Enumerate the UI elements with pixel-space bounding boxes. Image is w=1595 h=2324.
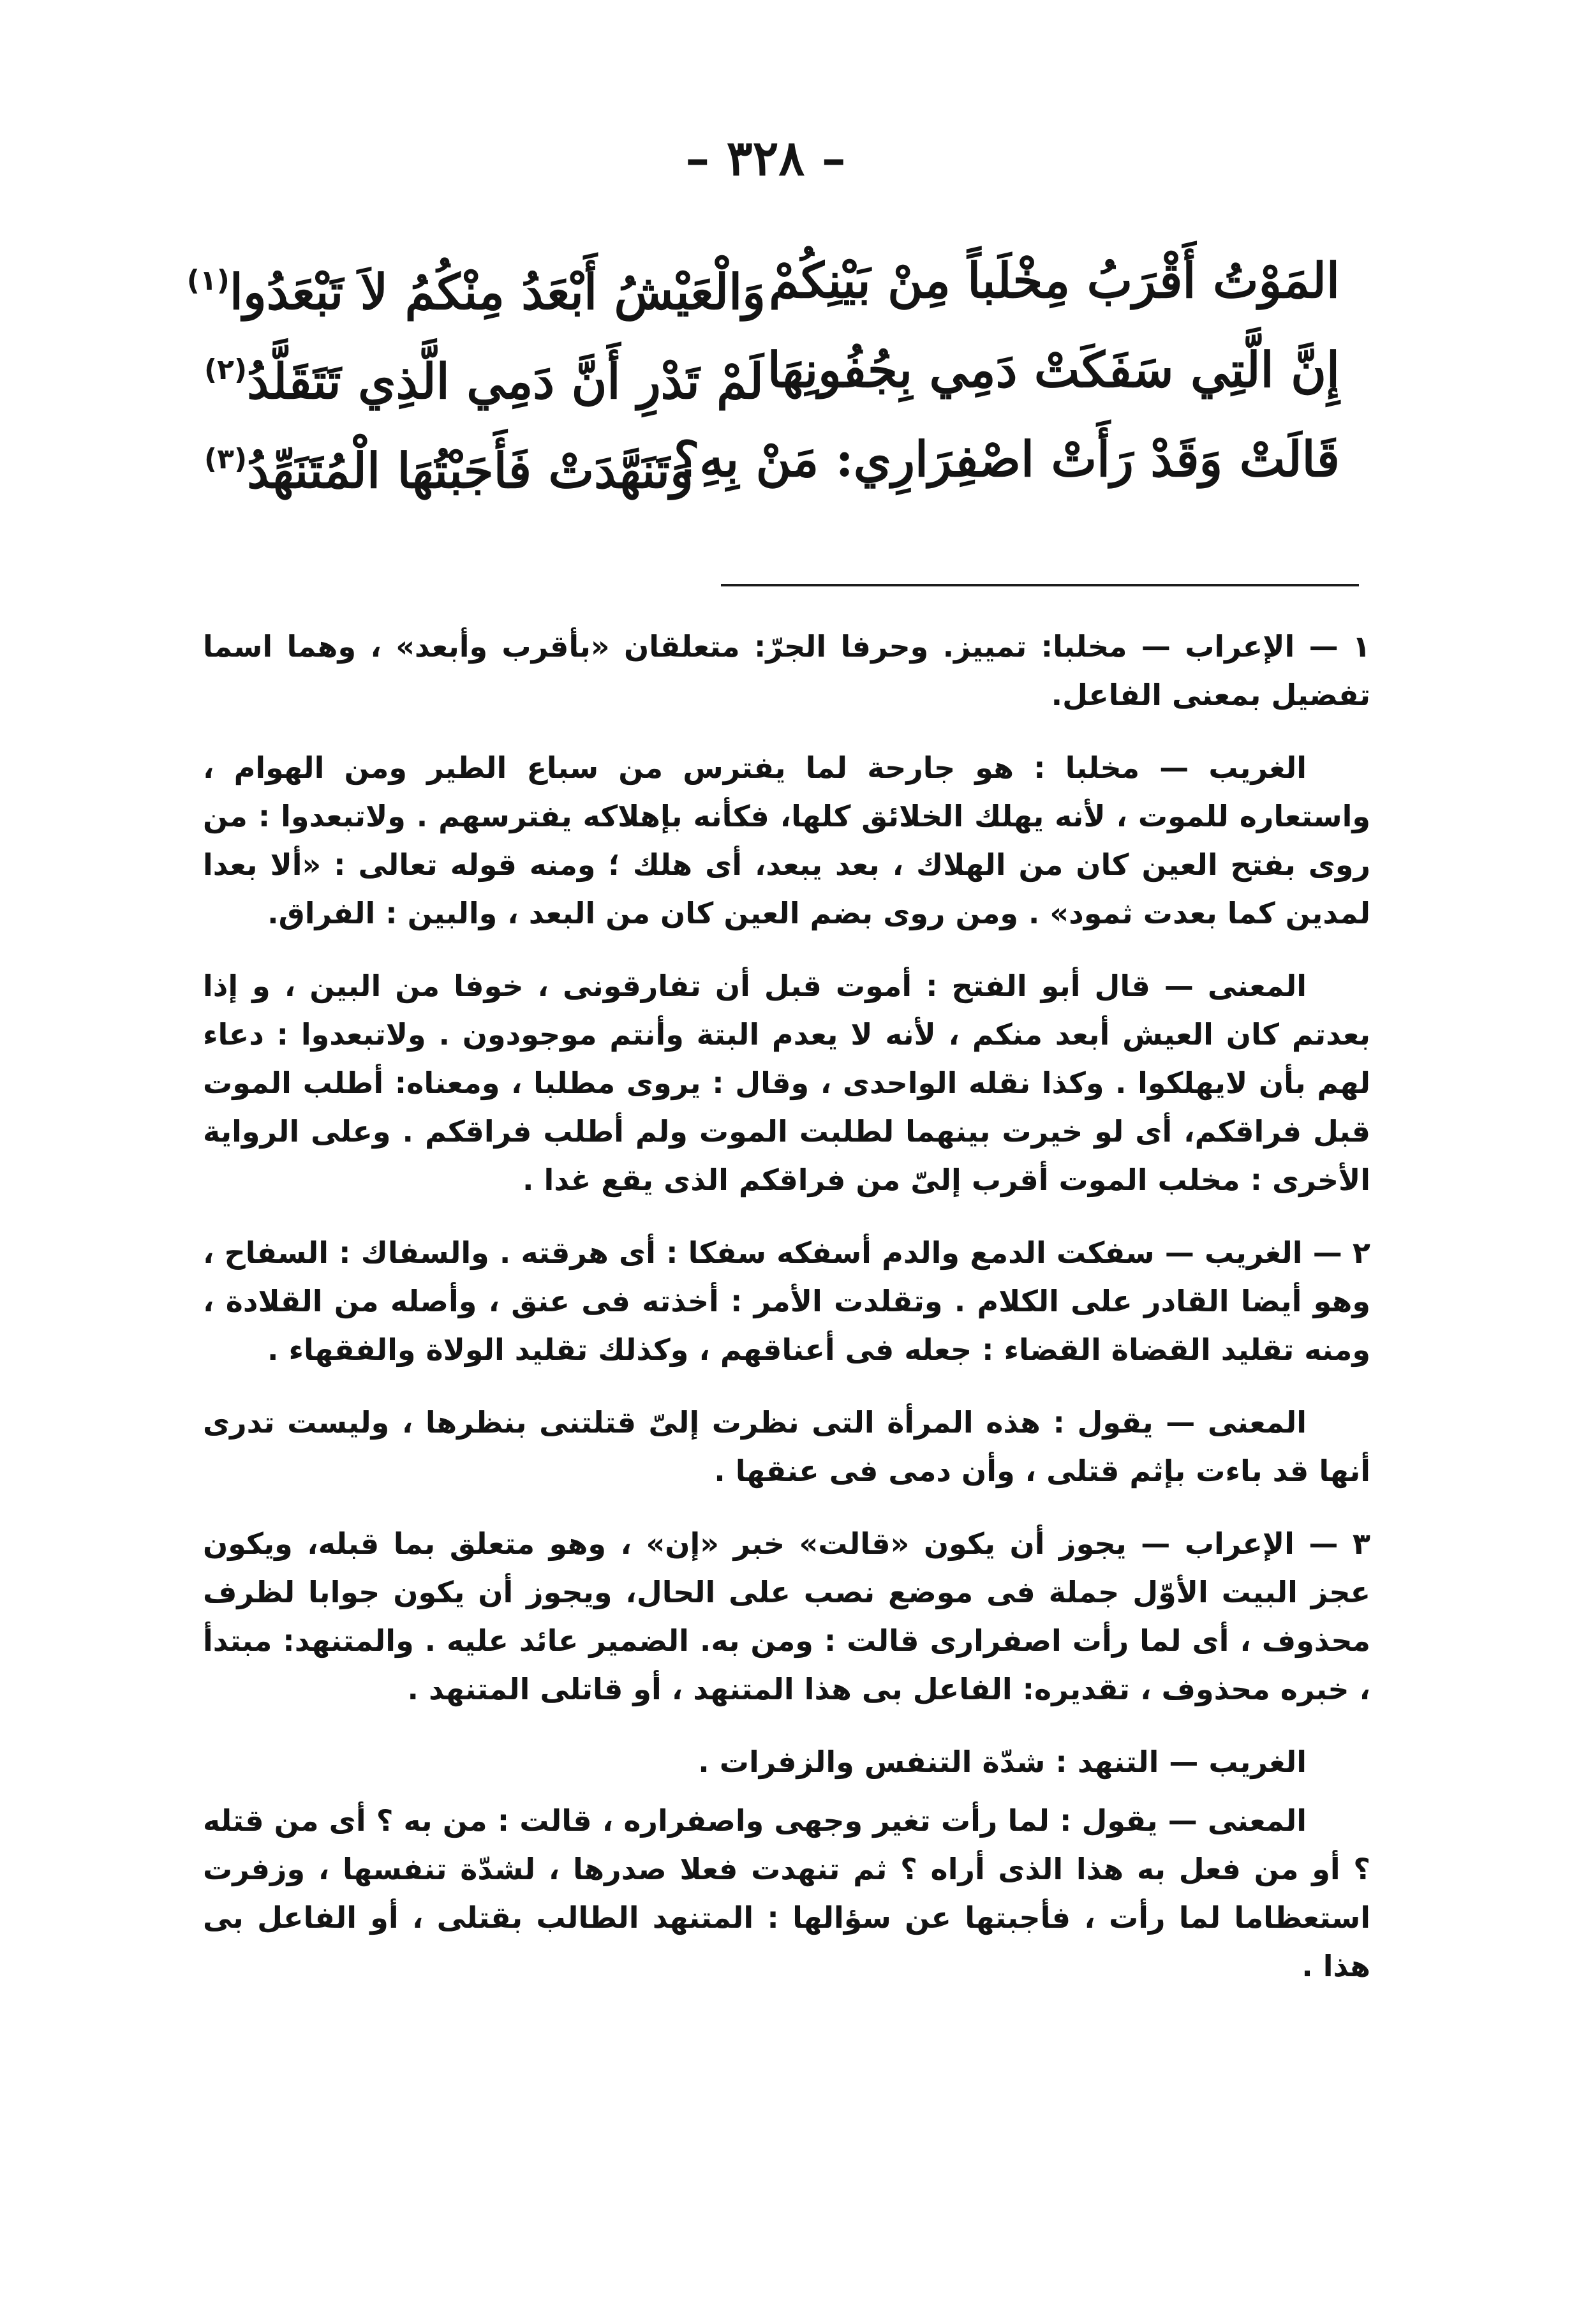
commentary-paragraph: ١ — الإعراب — مخلبا: تمييز. وحرفا الجرّ: متعلقان «بأقرب وأبعد» ، وهما اسما تفضيل بمعنى الفاعل. xyxy=(203,629,1370,712)
verse-line xyxy=(204,325,1340,415)
footnote-marker: (٣) xyxy=(204,443,248,475)
commentary-paragraph: المعنى — قال أبو الفتح : أموت قبل أن تفارقونى ، خوفا من البين ، و إذا بعدتم كان العيش أبعد منكم ، لأنه لا يعدم البتة وأنتم موجودون . ولاتبعدوا : دعاء لهم بأن لايهلكوا . وكذا نقله الواحدى ، وقال : يروى مطلبا ، ومعناه: أطلب الموت قبل فراقكم، أى لو خيرت بينهما لطلبت الموت ولم أطلب فراقكم . وعلى الرواية الأخرى : مخلب الموت أقرب إلىّ من فراقكم الذى يقع غدا . xyxy=(203,969,1370,1197)
commentary-paragraph: ٢ — الغريب — سفكت الدمع والدم أسفكه سفكا : أى هرقته . والسفاك : السفاح ، وهو أيضا القادر على الكلام . وتقلدت الأمر : أخذته فى عنق ، وأصله من القلادة ، ومنه تقليد القضاة القضاء : جعله فى أعناقهم ، وكذلك تقليد الولاة والفقهاء . xyxy=(203,1235,1370,1367)
commentary-paragraph: المعنى — يقول : لما رأت تغير وجهى واصفراره ، قالت : من به ؟ أى من قتله ؟ أو من فعل به هذا الذى أراه ؟ ثم تنهدت فعلا صدرها ، لشدّة تنفسها ، وزفرت استعظاما لما رأت ، فأجبتها عن سؤالها : المتنهد الطالب بقتلى ، أو الفاعل بى هذا . xyxy=(203,1803,1370,1983)
verse-line xyxy=(186,236,1340,325)
commentary-paragraph: الغريب — التنهد : شدّة التنفس والزفرات . xyxy=(698,1745,1307,1779)
verse-second-hemistich-text: لَمْ تَدْرِ أَنَّ دَمِي الَّذِي تَتَقَلَّدُ xyxy=(247,353,764,410)
footnote-marker: (١) xyxy=(186,264,230,297)
poem-verses xyxy=(186,236,1340,504)
footnote-marker: (٢) xyxy=(204,354,248,386)
verse-first-hemistich: إِنَّ الَّتِي سَفَكَتْ دَمِي بِجُفُونِهَا xyxy=(767,341,1340,398)
commentary xyxy=(203,622,1370,2015)
verse-second-hemistich-text: وَتَنَهَّدَتْ فَأَجَبْتُهَا الْمُتَنَهِّدُ xyxy=(247,442,694,499)
page-number: – ٣٢٨ – xyxy=(685,130,846,186)
verse-second-hemistich-text: وَالْعَيْشُ أَبْعَدُ مِنْكُمُ لاَ تَبْعَدُوا xyxy=(229,264,766,320)
verse-second-hemistich xyxy=(186,236,766,325)
commentary-paragraph: ٣ — الإعراب — يجوز أن يكون «قالت» خبر «إن» ، وهو متعلق بما قبله، ويكون عجز البيت الأوّل جملة فى موضع نصب على الحال، ويجوز أن يكون جوابا لظرف محذوف ، أى لما رأت اصفرارى قالت : ومن به. الضمير عائد عليه . والمتنهد: مبتدأ ، خبره محذوف ، تقديره: الفاعل بى هذا المتنهد ، أو قاتلى المتنهد . xyxy=(203,1526,1370,1706)
verse-first-hemistich: قَالَتْ وَقَدْ رَأَتْ اصْفِرَارِي: مَنْ بِهِ؟ xyxy=(673,431,1340,488)
commentary-paragraph: المعنى — يقول : هذه المرأة التى نظرت إلىّ قتلتنى بنظرها ، وليست تدرى أنها قد باءت بإثم قتلى ، وأن دمى فى عنقها . xyxy=(203,1405,1370,1488)
commentary-paragraph: الغريب — مخلبا : هو جارحة لما يفترس من سباع الطير ومن الهوام ، واستعاره للموت ، لأنه يهلك الخلائق كلها، فكأنه بإهلاكه يفترسهم . ولاتبعدوا : من روى بفتح العين كان من الهلاك ، بعد يبعد، أى هلك ؛ ومنه قوله تعالى : «ألا بعدا لمدين كما بعدت ثمود» . ومن روى بضم العين كان من البعد ، والبين : الفراق. xyxy=(203,750,1370,930)
section-divider xyxy=(721,584,1359,586)
verse-first-hemistich: المَوْتُ أَقْرَبُ مِخْلَباً مِنْ بَيْنِكُمْ xyxy=(769,252,1340,309)
verse-line xyxy=(204,415,1340,504)
verse-second-hemistich xyxy=(204,325,766,415)
verse-second-hemistich xyxy=(204,415,766,504)
